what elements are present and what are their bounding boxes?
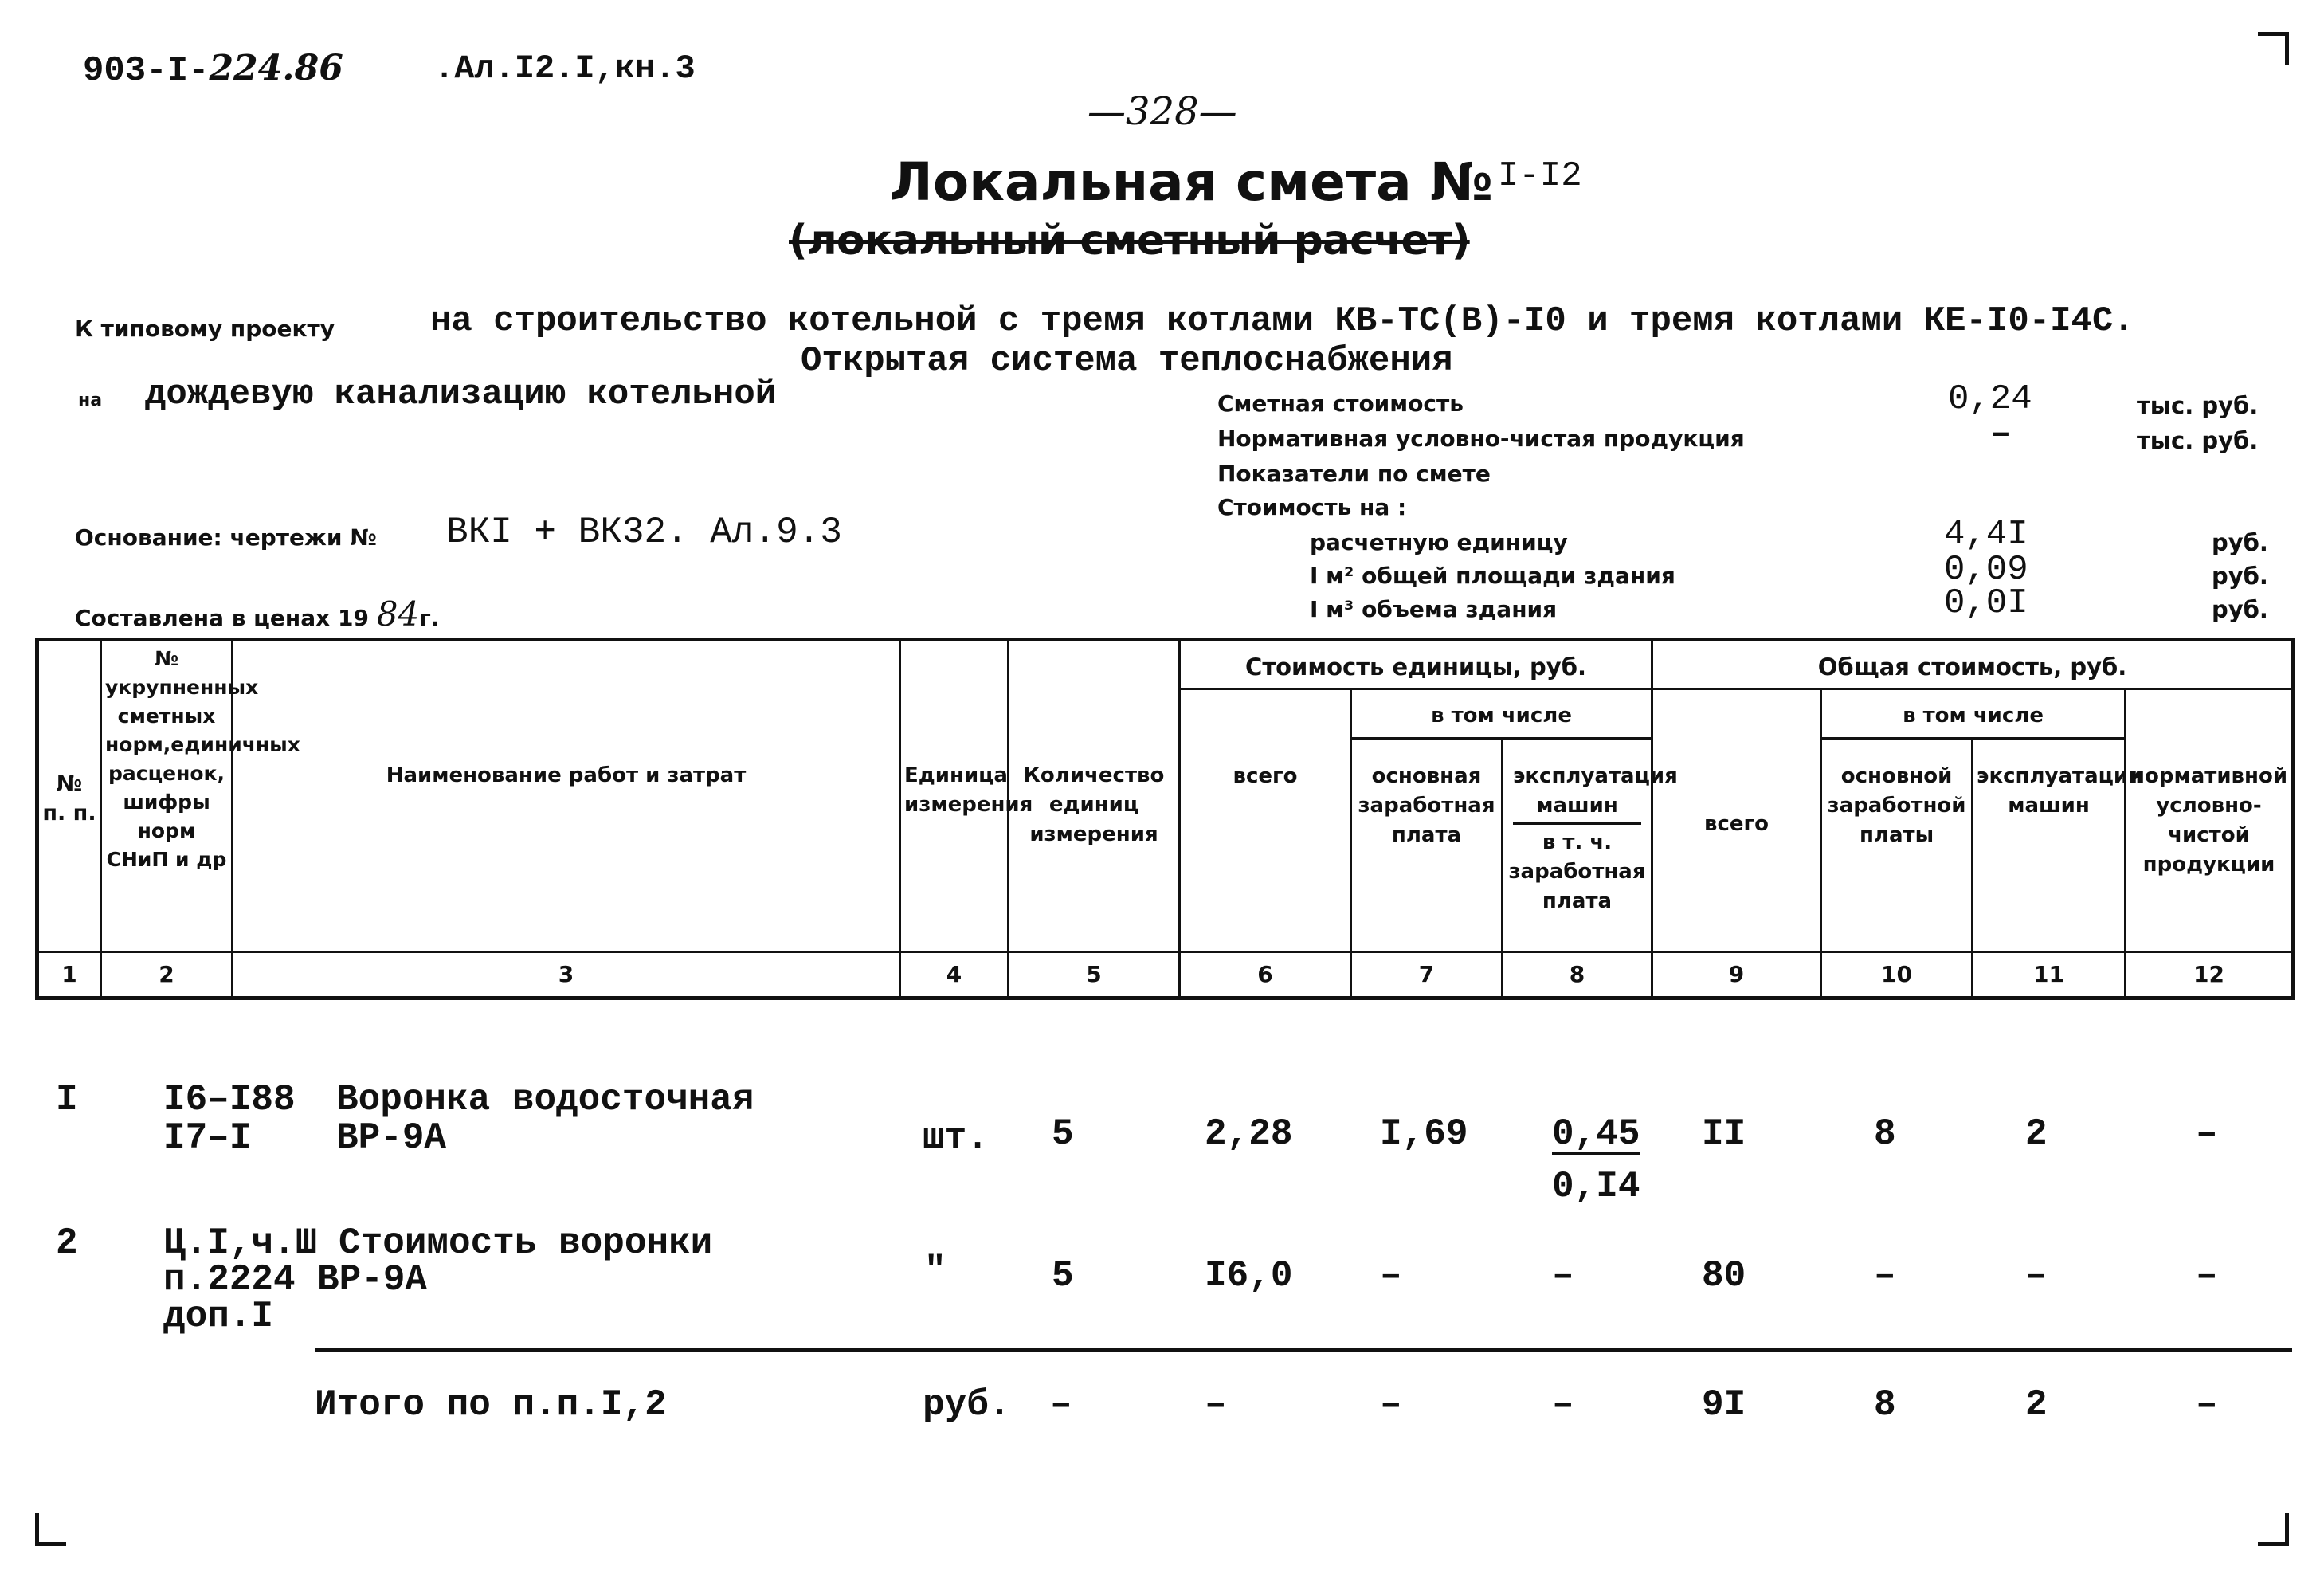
normative-output-label: Нормативная условно-чистая продукция xyxy=(1217,426,1745,452)
col-number: 3 xyxy=(233,952,900,998)
per-m2-unit: руб. xyxy=(2212,563,2268,590)
total-separator-line xyxy=(315,1348,2292,1352)
corner-mark-top-right xyxy=(2258,32,2289,65)
row1-total-machines: 2 xyxy=(2025,1113,2048,1155)
estimate-subject: дождевую канализацию котельной xyxy=(145,375,777,414)
header-total-base-wage: основной заработной платы xyxy=(1821,739,1973,952)
prices-suffix: г. xyxy=(419,605,440,631)
cost-per-label: Стоимость на : xyxy=(1217,494,1407,520)
col-number: 8 xyxy=(1503,952,1652,998)
basis-drawings: ВКI + ВК32. Ал.9.3 xyxy=(446,512,842,553)
row1-unit-wage: I,69 xyxy=(1380,1113,1468,1155)
prices-label xyxy=(75,594,439,634)
total-total-machines: 2 xyxy=(2025,1384,2048,1426)
row2-total-machines: – xyxy=(2025,1255,2048,1297)
row1-name-line1: Воронка водосточная xyxy=(336,1079,754,1120)
col-number: 9 xyxy=(1652,952,1821,998)
header-unit-including: в том числе xyxy=(1351,689,1652,739)
row1-unit-machines-wage: 0,I4 xyxy=(1552,1166,1640,1207)
total-unit-wage: – xyxy=(1380,1384,1402,1426)
total-quantity: – xyxy=(1050,1384,1072,1426)
total-total: 9I xyxy=(1702,1384,1746,1426)
row2-unit-machines: – xyxy=(1552,1255,1574,1297)
document-title: Локальная смета № xyxy=(889,151,1494,213)
corner-mark-bottom-left xyxy=(35,1513,66,1546)
col-number: 6 xyxy=(1180,952,1351,998)
header-normative: нормативной условно-чистой продукции xyxy=(2126,689,2294,952)
col-number: 4 xyxy=(900,952,1009,998)
col-number: 7 xyxy=(1351,952,1503,998)
row2-name-line1: Стоимость воронки xyxy=(339,1222,713,1264)
total-total-wage: 8 xyxy=(1874,1384,1896,1426)
per-unit-label: расчетную единицу xyxy=(1310,529,1568,555)
row1-unit: шт. xyxy=(923,1117,989,1159)
header-code: № укрупненных сметных норм,единичных расценок, шифры норм СНиП и др xyxy=(101,640,233,952)
per-m3-value: 0,0I xyxy=(1944,583,2028,623)
per-unit-unit: руб. xyxy=(2212,529,2268,556)
header-unit-base-wage: основная заработная плата xyxy=(1351,739,1503,952)
on-label: на xyxy=(78,390,103,410)
code-prefix: 903-I- xyxy=(83,51,210,91)
col-number: 2 xyxy=(101,952,233,998)
row1-code-line2: I7–I xyxy=(163,1117,252,1159)
header-unit-cost: Стоимость единицы, руб. xyxy=(1180,640,1652,689)
col-number: 10 xyxy=(1821,952,1973,998)
row2-code-line2: п.2224 xyxy=(163,1259,296,1300)
header-total-machines: эксплуатации машин xyxy=(1973,739,2126,952)
row1-total-wage: 8 xyxy=(1874,1113,1896,1155)
prices-label-text: Составлена в ценах 19 xyxy=(75,605,369,631)
document-subtitle: (локальный сметный расчет) xyxy=(789,217,1470,265)
estimated-cost-label: Сметная стоимость xyxy=(1217,390,1464,417)
col-number: 11 xyxy=(1973,952,2126,998)
album-reference: .Ал.I2.I,кн.3 xyxy=(434,49,696,88)
document-title-number: I-I2 xyxy=(1498,156,1582,196)
header-unit-machines-wage: в т. ч. заработная плата xyxy=(1508,830,1646,913)
estimated-cost-unit: тыс. руб. xyxy=(2137,392,2259,419)
row2-code-line1: Ц.I,ч.Ш xyxy=(163,1222,318,1264)
total-normative: – xyxy=(2196,1384,2218,1426)
corner-mark-bottom-right xyxy=(2258,1513,2289,1546)
total-label: Итого по п.п.I,2 xyxy=(315,1384,667,1426)
row1-total: II xyxy=(1702,1113,1746,1155)
row1-unit-machines xyxy=(1552,1114,1640,1155)
col-number: 12 xyxy=(2126,952,2294,998)
normative-output-value: – xyxy=(1990,414,2012,454)
row1-normative: – xyxy=(2196,1113,2218,1155)
header-unit: Единица измерения xyxy=(900,640,1009,952)
normative-output-unit: тыс. руб. xyxy=(2137,427,2259,454)
header-no: № п. п. xyxy=(37,640,101,952)
col-number: 1 xyxy=(37,952,101,998)
document-code xyxy=(83,48,343,91)
per-m2-value: 0,09 xyxy=(1944,550,2028,590)
per-m3-unit: руб. xyxy=(2212,596,2268,623)
row2-unit-wage: – xyxy=(1380,1255,1402,1297)
header-total-including: в том числе xyxy=(1821,689,2126,739)
row2-no: 2 xyxy=(56,1222,78,1264)
estimate-table-header xyxy=(35,638,2295,1000)
row2-normative: – xyxy=(2196,1255,2218,1297)
row1-name-line2: ВР-9А xyxy=(336,1117,447,1159)
row2-code-line3: доп.I xyxy=(163,1296,274,1337)
row1-unit-machines-value: 0,45 xyxy=(1552,1113,1640,1155)
row2-total-wage: – xyxy=(1874,1255,1896,1297)
row2-unit-all: I6,0 xyxy=(1205,1255,1293,1297)
page-number: —328— xyxy=(1088,89,1237,134)
project-description-line2: Открытая система теплоснабжения xyxy=(801,341,1453,381)
per-unit-value: 4,4I xyxy=(1944,515,2028,555)
total-unit: руб. xyxy=(923,1384,1011,1426)
row2-name-line2: ВР-9А xyxy=(317,1259,428,1300)
header-unit-machines-top: эксплуатация машин xyxy=(1513,762,1641,825)
prices-year: 84 xyxy=(376,594,420,634)
indicators-label: Показатели по смете xyxy=(1217,461,1491,487)
row1-code-line1: I6–I88 xyxy=(163,1079,296,1120)
header-name: Наименование работ и затрат xyxy=(233,640,900,952)
code-suffix: 224.86 xyxy=(209,48,343,88)
header-unit-all: всего xyxy=(1180,689,1351,952)
col-number: 5 xyxy=(1009,952,1180,998)
header-total-all: всего xyxy=(1652,689,1821,952)
row1-unit-all: 2,28 xyxy=(1205,1113,1293,1155)
header-unit-machines xyxy=(1503,739,1678,952)
header-total-cost: Общая стоимость, руб. xyxy=(1652,640,2294,689)
row1-quantity: 5 xyxy=(1052,1113,1074,1155)
project-label: К типовому проекту xyxy=(75,316,335,342)
estimated-cost-value: 0,24 xyxy=(1948,379,2032,419)
header-quantity: Количество единиц измерения xyxy=(1009,640,1180,952)
total-unit-all: – xyxy=(1205,1384,1227,1426)
project-description-line1: на строительство котельной с тремя котлами КВ-ТС(В)-I0 и тремя котлами КЕ-I0-I4С. xyxy=(430,301,2134,341)
per-m3-label: I м³ объема здания xyxy=(1310,596,1558,622)
row2-total: 80 xyxy=(1702,1255,1746,1297)
per-m2-label: I м² общей площади здания xyxy=(1310,563,1675,589)
basis-label: Основание: чертежи № xyxy=(75,524,377,551)
row1-no: I xyxy=(56,1079,78,1120)
row2-unit: " xyxy=(924,1250,946,1292)
total-unit-machines: – xyxy=(1552,1384,1574,1426)
row2-quantity: 5 xyxy=(1052,1255,1074,1297)
